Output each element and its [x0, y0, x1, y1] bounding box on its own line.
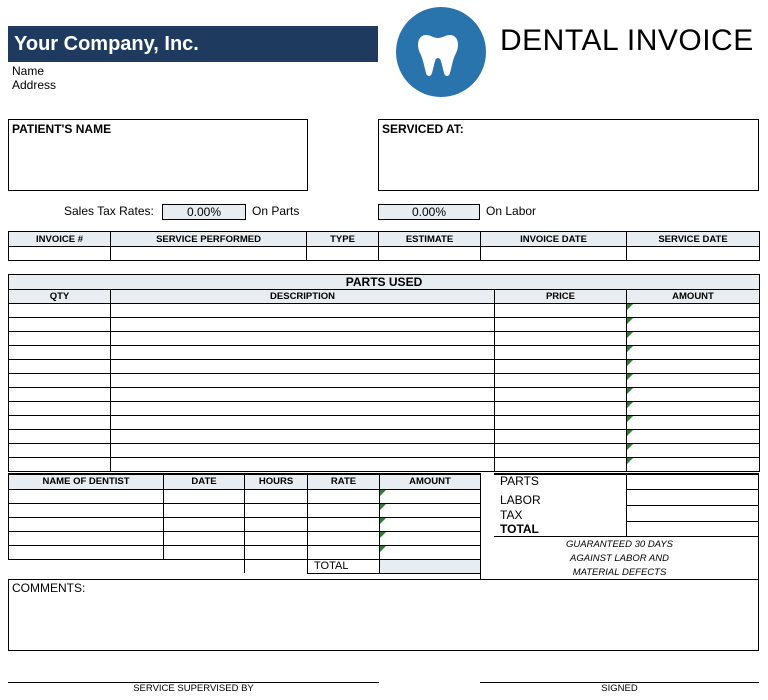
labor-amount-cell[interactable]	[380, 531, 481, 545]
price-cell[interactable]	[495, 458, 627, 472]
rate-cell[interactable]	[308, 517, 380, 531]
dentist-name-cell[interactable]	[9, 489, 164, 503]
guarantee-line-2: AGAINST LABOR AND	[570, 553, 669, 564]
price-cell[interactable]	[495, 388, 627, 402]
hours-cell[interactable]	[245, 503, 308, 517]
labor-amount-cell[interactable]	[380, 545, 481, 559]
labor-date-cell[interactable]	[164, 545, 245, 559]
rate-cell[interactable]	[308, 531, 380, 545]
dentist-name-cell[interactable]	[9, 517, 164, 531]
header-description: DESCRIPTION	[111, 290, 495, 304]
rate-cell[interactable]	[308, 545, 380, 559]
estimate-cell[interactable]	[379, 247, 481, 261]
amount-cell[interactable]	[627, 304, 760, 318]
qty-cell[interactable]	[9, 458, 111, 472]
qty-cell[interactable]	[9, 346, 111, 360]
parts-row	[9, 374, 760, 388]
header-dentist-name: NAME OF DENTIST	[9, 474, 164, 489]
description-cell[interactable]	[111, 346, 495, 360]
description-cell[interactable]	[111, 332, 495, 346]
description-cell[interactable]	[111, 430, 495, 444]
price-cell[interactable]	[495, 318, 627, 332]
labor-total-label: TOTAL	[308, 559, 380, 573]
company-name: Your Company, Inc.	[8, 26, 378, 62]
parts-row	[9, 430, 760, 444]
patient-name-label: PATIENT'S NAME	[12, 122, 112, 136]
price-cell[interactable]	[495, 402, 627, 416]
amount-cell[interactable]	[627, 374, 760, 388]
tooth-icon	[396, 7, 486, 97]
description-cell[interactable]	[111, 416, 495, 430]
qty-cell[interactable]	[9, 430, 111, 444]
labor-total-cell[interactable]	[380, 559, 481, 573]
header-invoice-date: INVOICE DATE	[481, 232, 627, 247]
header-price: PRICE	[495, 290, 627, 304]
price-cell[interactable]	[495, 332, 627, 346]
parts-row	[9, 458, 760, 472]
parts-used-title: PARTS USED	[9, 275, 760, 290]
summary-parts-label: PARTS	[500, 474, 539, 488]
header-hours: HOURS	[245, 474, 308, 489]
labor-row	[9, 489, 481, 503]
serviced-at-box[interactable]	[378, 119, 759, 191]
sales-tax-label: Sales Tax Rates:	[64, 204, 154, 218]
amount-cell[interactable]	[627, 416, 760, 430]
parts-row	[9, 444, 760, 458]
labor-date-cell[interactable]	[164, 517, 245, 531]
description-cell[interactable]	[111, 318, 495, 332]
invoice-number-cell[interactable]	[9, 247, 111, 261]
serviced-at-label: SERVICED AT:	[382, 122, 464, 136]
parts-used-table	[8, 274, 760, 472]
rate-cell[interactable]	[308, 489, 380, 503]
qty-cell[interactable]	[9, 416, 111, 430]
header-labor-amount: AMOUNT	[380, 474, 481, 489]
supervised-signature-label: SERVICE SUPERVISED BY	[133, 683, 254, 694]
patient-name-box[interactable]	[8, 119, 308, 191]
description-cell[interactable]	[111, 360, 495, 374]
labor-row	[9, 545, 481, 559]
price-cell[interactable]	[495, 430, 627, 444]
description-cell[interactable]	[111, 304, 495, 318]
header-service-date: SERVICE DATE	[627, 232, 760, 247]
total-spacer	[9, 559, 164, 573]
labor-date-cell[interactable]	[164, 503, 245, 517]
page-title: DENTAL INVOICE	[500, 24, 754, 57]
labor-amount-cell[interactable]	[380, 503, 481, 517]
parts-row	[9, 304, 760, 318]
amount-cell[interactable]	[627, 346, 760, 360]
parts-row	[9, 402, 760, 416]
qty-cell[interactable]	[9, 332, 111, 346]
labor-date-cell[interactable]	[164, 489, 245, 503]
summary-total-value[interactable]	[626, 522, 759, 537]
parts-row	[9, 388, 760, 402]
labor-row	[9, 517, 481, 531]
amount-cell[interactable]	[627, 430, 760, 444]
price-cell[interactable]	[495, 304, 627, 318]
description-cell[interactable]	[111, 444, 495, 458]
amount-cell[interactable]	[627, 458, 760, 472]
on-labor-label: On Labor	[486, 204, 537, 218]
type-cell[interactable]	[307, 247, 379, 261]
qty-cell[interactable]	[9, 402, 111, 416]
guarantee-box	[480, 537, 759, 580]
summary-labor-value[interactable]	[626, 490, 759, 506]
parts-row	[9, 360, 760, 374]
hours-cell[interactable]	[245, 489, 308, 503]
total-spacer	[245, 559, 308, 573]
amount-cell[interactable]	[627, 360, 760, 374]
header-invoice-number: INVOICE #	[9, 232, 111, 247]
comments-box[interactable]	[8, 579, 759, 651]
service-performed-cell[interactable]	[111, 247, 307, 261]
dentist-name-cell[interactable]	[9, 503, 164, 517]
on-parts-label: On Parts	[252, 204, 300, 218]
header-amount: AMOUNT	[627, 290, 760, 304]
labor-date-cell[interactable]	[164, 531, 245, 545]
parts-row	[9, 346, 760, 360]
labor-row	[9, 531, 481, 545]
rate-cell[interactable]	[308, 503, 380, 517]
guarantee-line-3: MATERIAL DEFECTS	[572, 567, 667, 578]
qty-cell[interactable]	[9, 360, 111, 374]
company-name-label: Name	[12, 64, 45, 78]
service-date-cell[interactable]	[627, 247, 760, 261]
invoice-date-cell[interactable]	[481, 247, 627, 261]
summary-tax-value[interactable]	[626, 506, 759, 522]
signed-signature-label: SIGNED	[601, 683, 638, 694]
price-cell[interactable]	[495, 416, 627, 430]
price-cell[interactable]	[495, 360, 627, 374]
labor-table	[8, 473, 481, 574]
hours-cell[interactable]	[245, 545, 308, 559]
amount-cell[interactable]	[627, 402, 760, 416]
description-cell[interactable]	[111, 374, 495, 388]
total-spacer	[164, 559, 245, 573]
labor-amount-cell[interactable]	[380, 489, 481, 503]
header-qty: QTY	[9, 290, 111, 304]
header-rate: RATE	[308, 474, 380, 489]
summary-labor-label: LABOR	[500, 493, 541, 507]
amount-cell[interactable]	[627, 318, 760, 332]
header-labor-date: DATE	[164, 474, 245, 489]
comments-label: COMMENTS:	[12, 581, 86, 595]
qty-cell[interactable]	[9, 318, 111, 332]
header-type: TYPE	[307, 232, 379, 247]
qty-cell[interactable]	[9, 304, 111, 318]
price-cell[interactable]	[495, 444, 627, 458]
hours-cell[interactable]	[245, 531, 308, 545]
labor-row	[9, 503, 481, 517]
qty-cell[interactable]	[9, 374, 111, 388]
header-estimate: ESTIMATE	[379, 232, 481, 247]
logo	[396, 7, 486, 97]
labor-tax-rate[interactable]: 0.00%	[378, 204, 480, 220]
summary-total-label: TOTAL	[500, 522, 539, 536]
parts-row	[9, 416, 760, 430]
summary-tax-label: TAX	[500, 508, 523, 522]
description-cell[interactable]	[111, 458, 495, 472]
invoice-info-table	[8, 231, 760, 261]
parts-row	[9, 332, 760, 346]
dentist-name-cell[interactable]	[9, 545, 164, 559]
description-cell[interactable]	[111, 388, 495, 402]
header-service-performed: SERVICE PERFORMED	[111, 232, 307, 247]
description-cell[interactable]	[111, 402, 495, 416]
dentist-name-cell[interactable]	[9, 531, 164, 545]
qty-cell[interactable]	[9, 388, 111, 402]
summary-parts-value[interactable]	[626, 475, 759, 490]
parts-row	[9, 318, 760, 332]
amount-cell[interactable]	[627, 332, 760, 346]
labor-amount-cell[interactable]	[380, 517, 481, 531]
price-cell[interactable]	[495, 346, 627, 360]
qty-cell[interactable]	[9, 444, 111, 458]
hours-cell[interactable]	[245, 517, 308, 531]
amount-cell[interactable]	[627, 444, 760, 458]
company-address-label: Address	[12, 78, 57, 92]
guarantee-line-1: GUARANTEED 30 DAYS	[566, 539, 673, 550]
amount-cell[interactable]	[627, 388, 760, 402]
price-cell[interactable]	[495, 374, 627, 388]
parts-tax-rate[interactable]: 0.00%	[162, 204, 246, 220]
